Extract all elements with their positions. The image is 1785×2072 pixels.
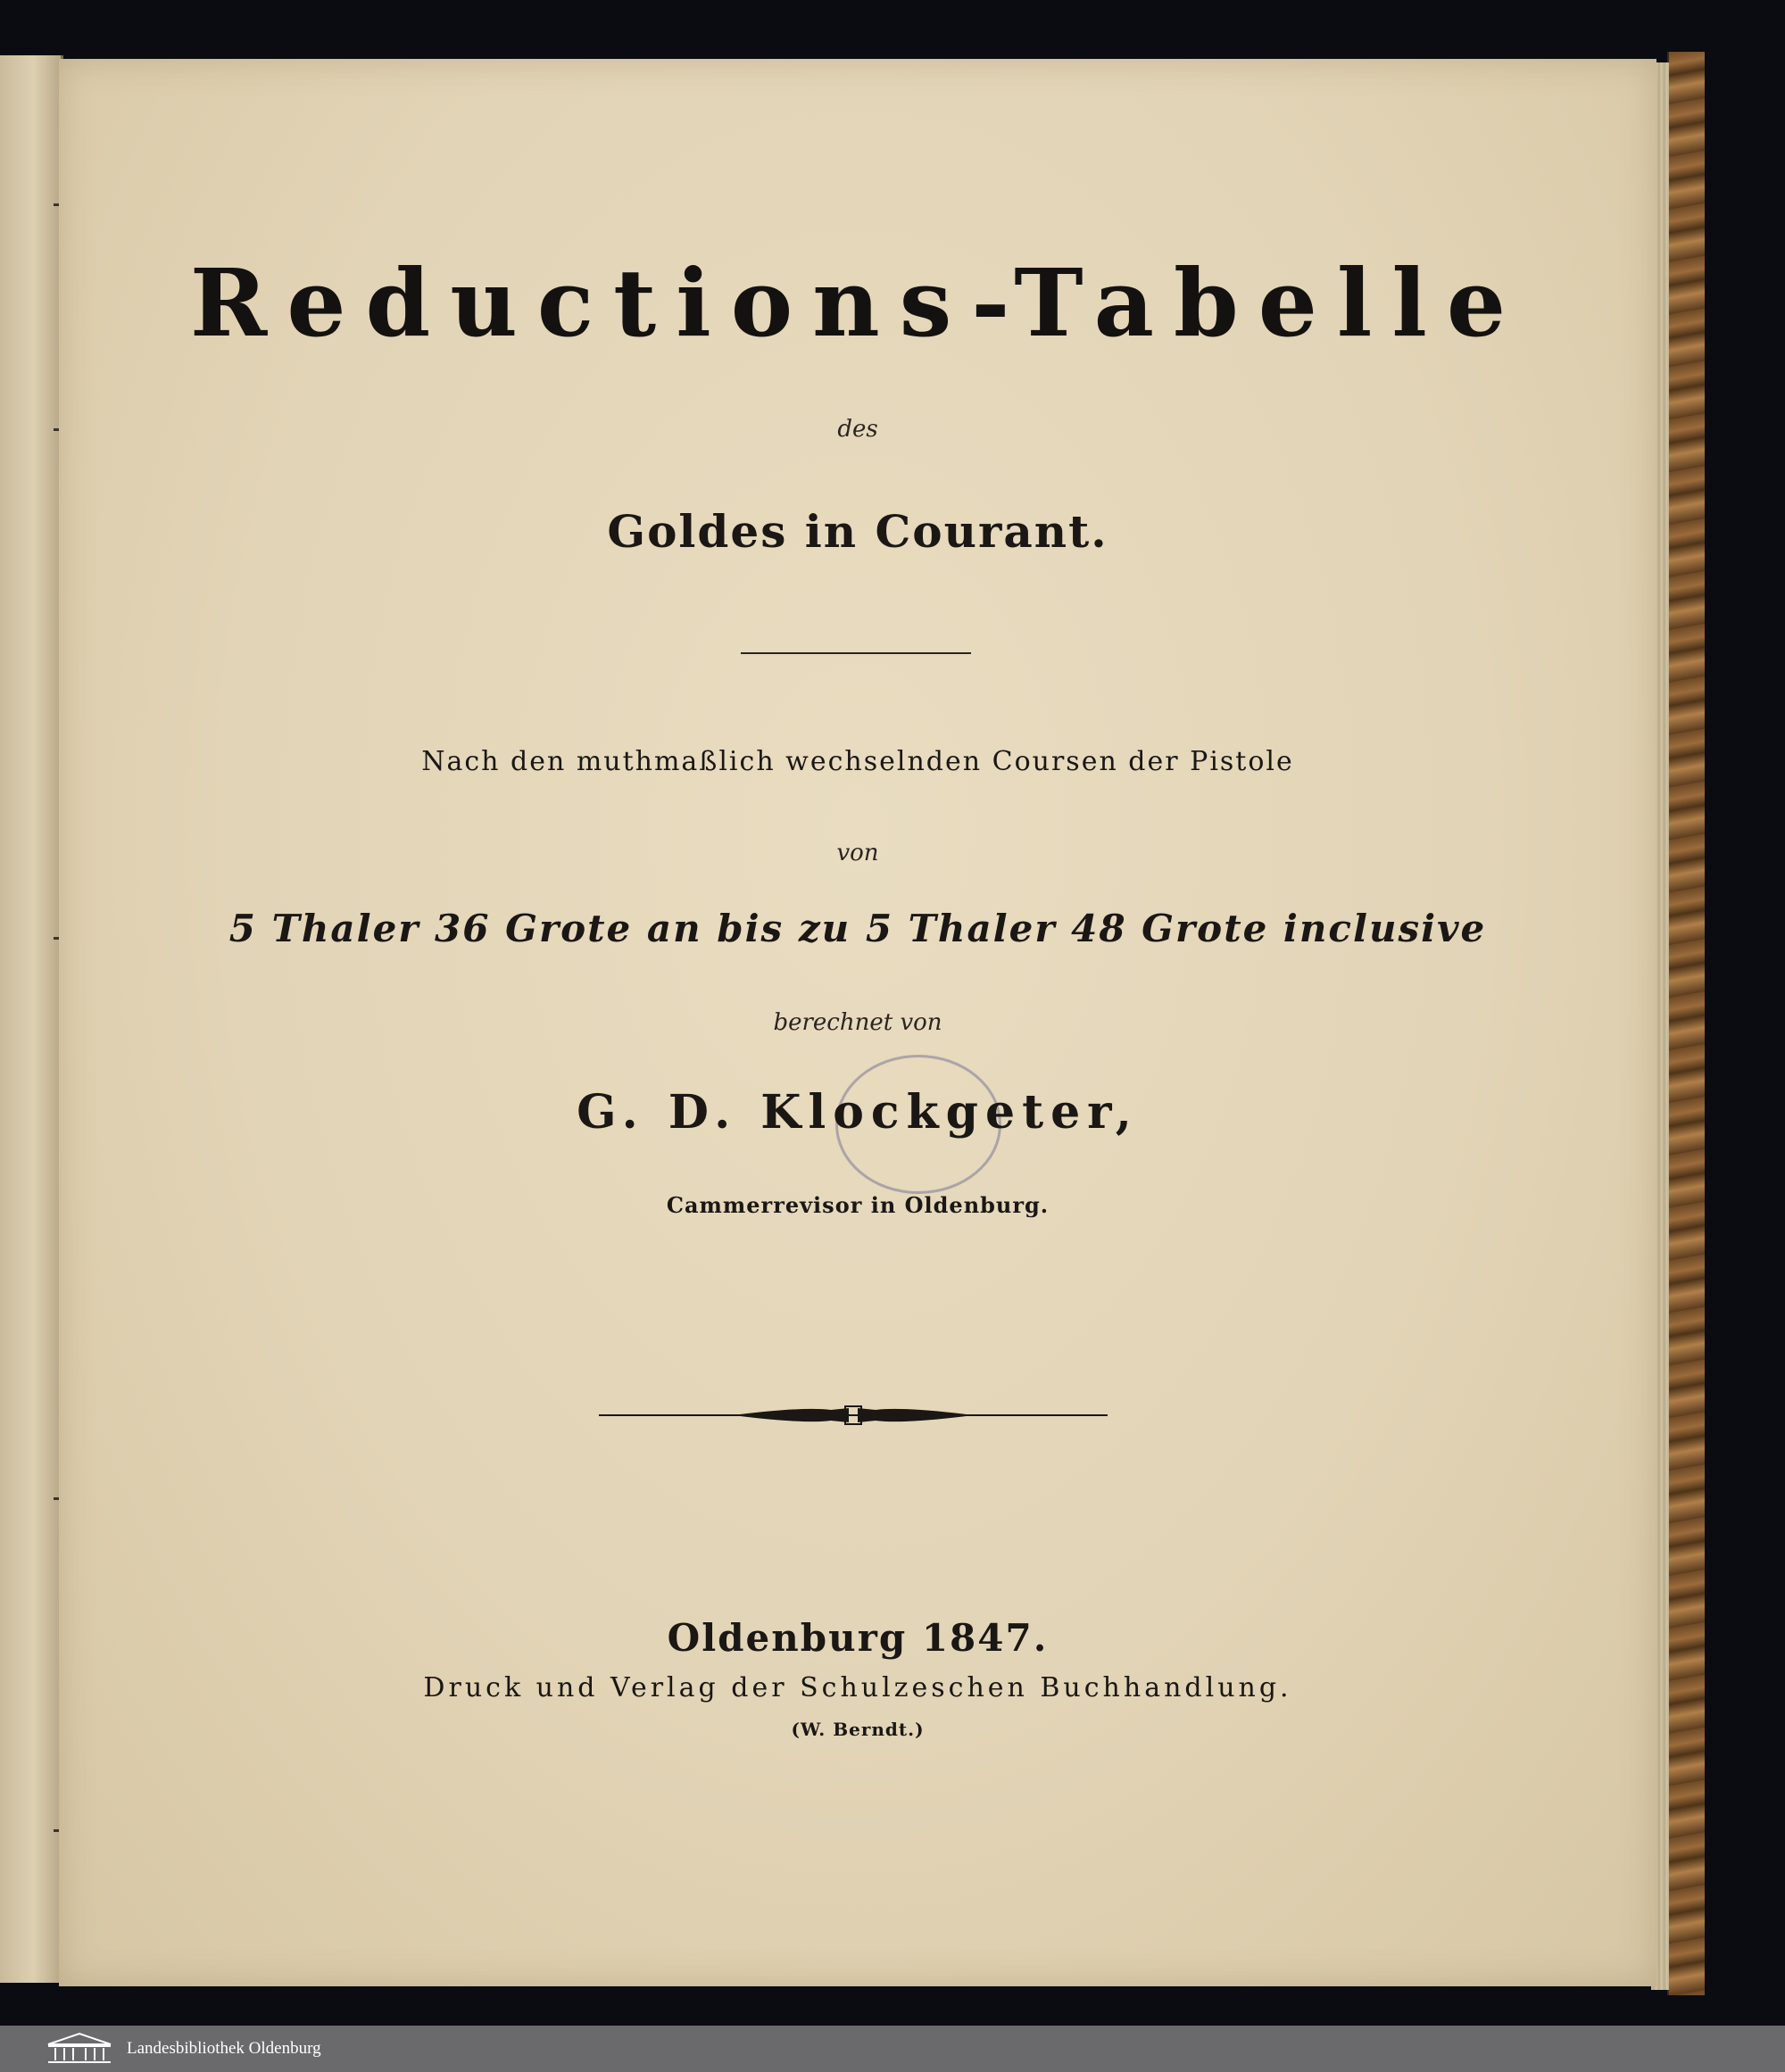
library-building-icon: [45, 2032, 114, 2066]
title-page: [59, 59, 1656, 1986]
description-line: Nach den muthmaßlich wechselnden Coursen der Pistole: [421, 746, 1294, 777]
left-page-edge: [0, 55, 63, 1983]
page-title: Reductions-Tabelle: [189, 248, 1526, 358]
place-and-year: Oldenburg 1847.: [667, 1616, 1049, 1660]
range-line: 5 Thaler 36 Grote an bis zu 5 Thaler 48 Grote inclusive: [228, 907, 1487, 950]
divider-rule: [741, 652, 971, 654]
ornament-divider-icon: [599, 1397, 1108, 1433]
footer-bar: [0, 2026, 1785, 2072]
author-name: G. D. Klockgeter,: [577, 1085, 1139, 1140]
printer-name: (W. Berndt.): [791, 1719, 925, 1740]
book-cover-edge: [1667, 52, 1705, 1995]
author-role: Cammerrevisor in Oldenburg.: [666, 1192, 1050, 1218]
title-connector: des: [837, 416, 878, 443]
page-subtitle: Goldes in Courant.: [607, 505, 1108, 558]
library-name: Landesbibliothek Oldenburg: [127, 2039, 321, 2058]
publisher-line: Druck und Verlag der Schulzeschen Buchhandlung.: [423, 1672, 1292, 1703]
computed-by-label: berechnet von: [773, 1009, 942, 1036]
range-connector: von: [836, 840, 879, 866]
